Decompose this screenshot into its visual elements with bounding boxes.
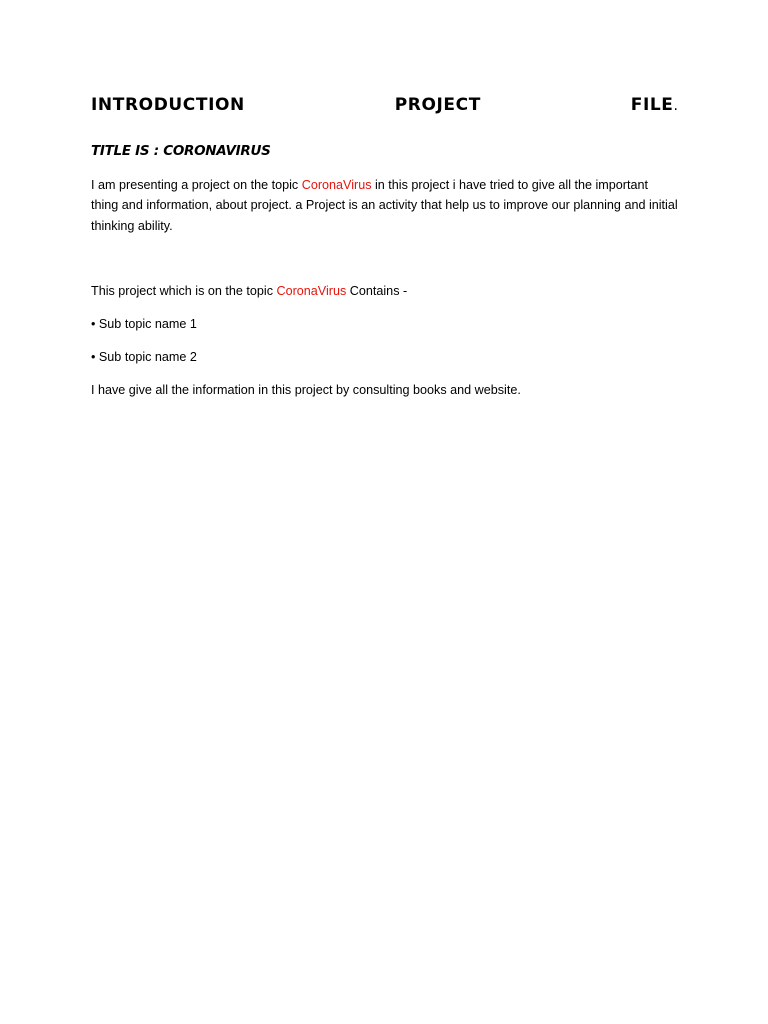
document-heading (91, 95, 678, 116)
bullet-item-1: • Sub topic name 1 (91, 317, 197, 331)
heading-period: . (673, 98, 678, 114)
bullet-item-2: • Sub topic name 2 (91, 350, 197, 364)
contents-text-after: Contains - (346, 284, 408, 298)
closing-paragraph: I have give all the information in this project by consulting books and website. (91, 383, 521, 397)
intro-text-after: in this project i have tried to give all the important thing and information, about project. a Project is an activity that help us to improve our planning and initial thinking ability. (91, 178, 678, 233)
contents-topic-highlight: CoronaVirus (276, 284, 347, 298)
heading-word-file-group (631, 95, 678, 116)
contents-paragraph (91, 281, 678, 301)
intro-paragraph (91, 175, 678, 236)
document-title: TITLE IS : CORONAVIRUS (91, 143, 271, 159)
intro-text-before: I am presenting a project on the topic (91, 178, 302, 192)
intro-topic-highlight: CoronaVirus (301, 178, 372, 192)
heading-word-file: FILE (630, 95, 674, 115)
heading-word-project: PROJECT (394, 95, 481, 115)
contents-text-before: This project which is on the topic (91, 284, 277, 298)
heading-word-introduction: INTRODUCTION (91, 95, 245, 115)
